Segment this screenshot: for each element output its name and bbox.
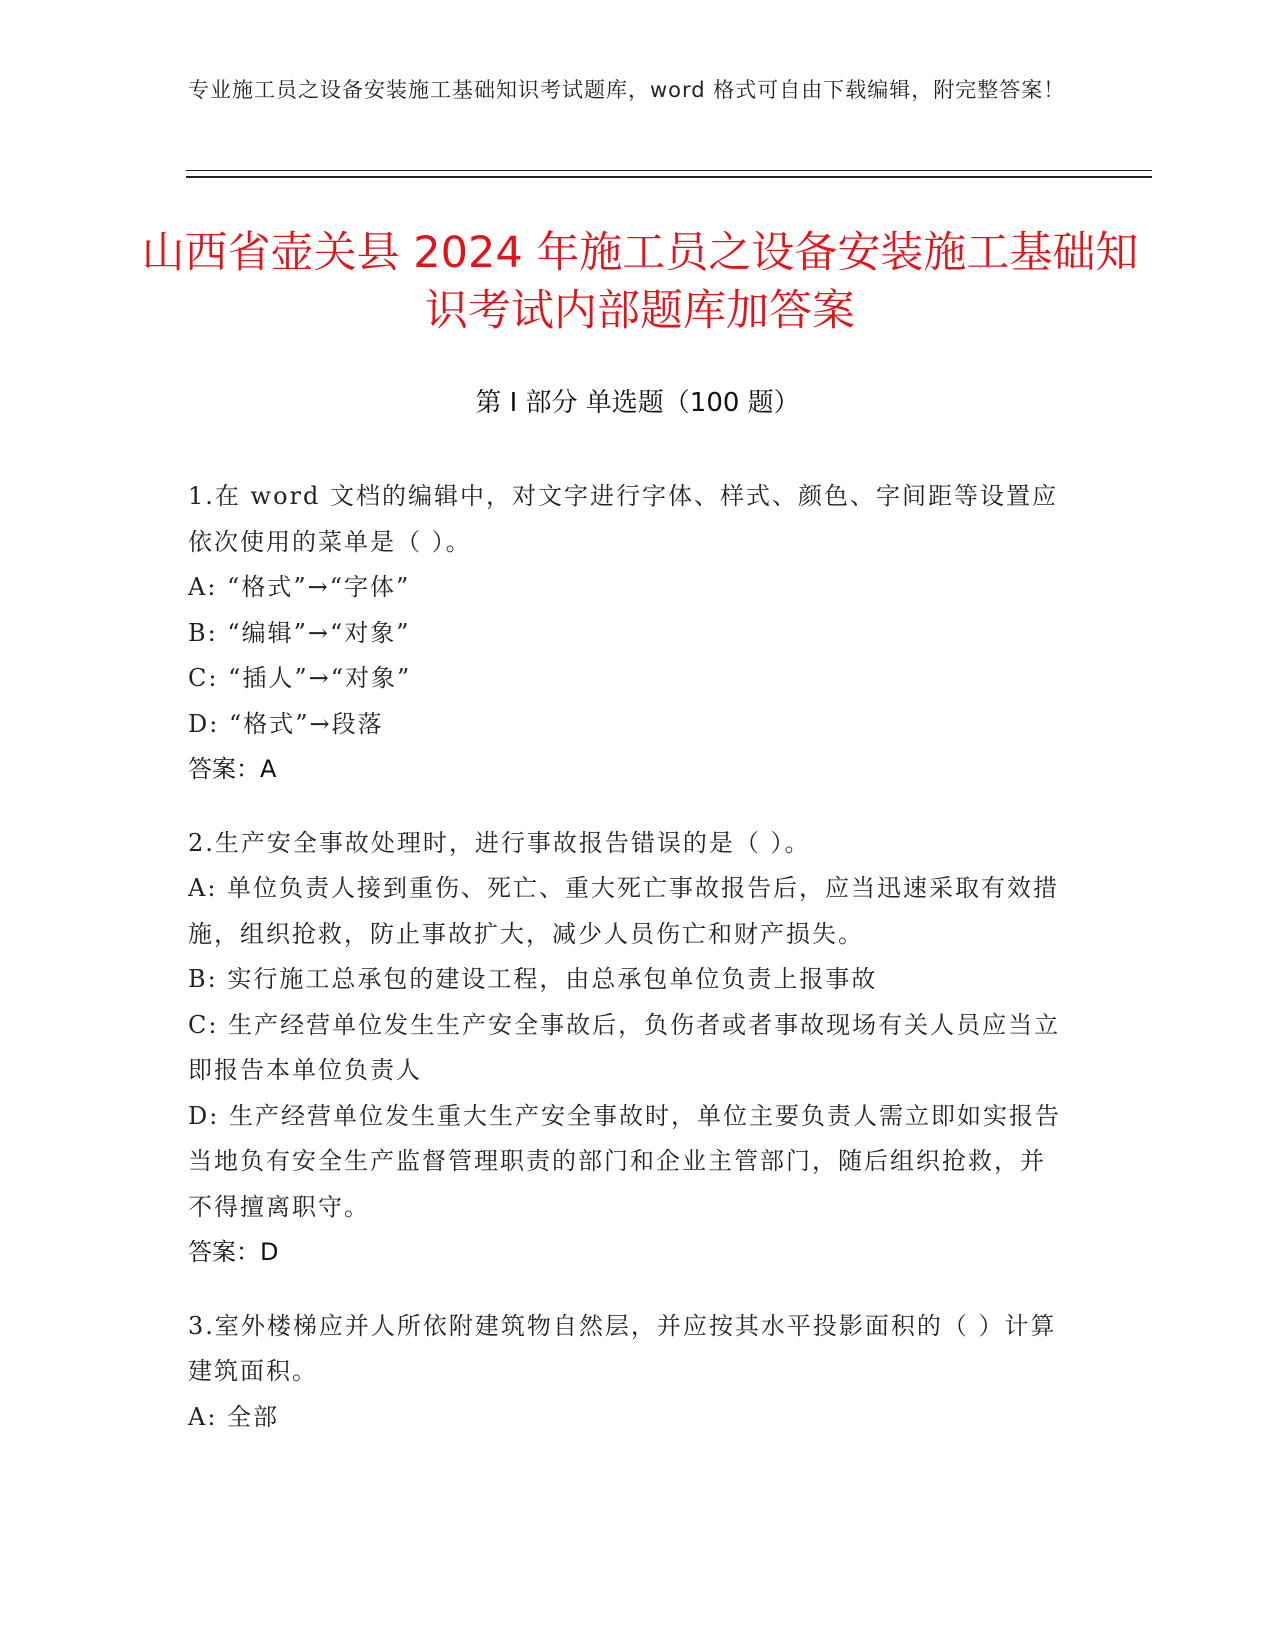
answer-label: 答案：D (188, 1238, 279, 1266)
option-d: D: “格式”→段落 (188, 709, 384, 738)
question-stem: 2.生产安全事故处理时，进行事故报告错误的是（ ）。 (188, 828, 811, 857)
answer-label: 答案：A (188, 755, 277, 783)
option-c: C: “插人”→“对象” (188, 664, 412, 692)
question-1 (188, 474, 1068, 793)
option-a: A: “格式”→“字体” (188, 573, 411, 601)
document-title: 山西省壶关县 2024 年施工员之设备安装施工基础知识考试内部题库加答案 (141, 228, 1139, 336)
option-d: D: 生产经营单位发生重大生产安全事故时，单位主要负责人需立即如实报告当地负有安全生产监督管理职责的部门和企业主管部门，随后组织抢救，并不得擅离职守。 (188, 1101, 1061, 1221)
header-note: 专业施工员之设备安装施工基础知识考试题库，word 格式可自由下载编辑，附完整答案！ (188, 78, 1066, 102)
option-a: A: 单位负责人接到重伤、死亡、重大死亡事故报告后，应当迅速采取有效措施，组织抢救，防止事故扩大，减少人员伤亡和财产损失。 (188, 874, 1060, 948)
question-list (188, 474, 1068, 1468)
option-c: C: 生产经营单位发生生产安全事故后，负伤者或者事故现场有关人员应当立即报告本单位负责人 (188, 1010, 1061, 1084)
question-3 (188, 1304, 1068, 1441)
header-divider-top (186, 170, 1152, 171)
question-stem: 3.室外楼梯应并人所依附建筑物自然层，并应按其水平投影面积的（ ）计算建筑面积。 (188, 1311, 1057, 1385)
question-2 (188, 821, 1068, 1276)
option-b: B: 实行施工总承包的建设工程，由总承包单位负责上报事故 (188, 965, 878, 993)
header-divider-bottom (186, 176, 1152, 178)
question-stem: 1.在 word 文档的编辑中，对文字进行字体、样式、颜色、字间距等设置应依次使用的菜单是（ ）。 (188, 482, 1058, 556)
option-a: A: 全部 (188, 1402, 280, 1431)
option-b: B: “编辑”→“对象” (188, 618, 411, 647)
section-heading: 第 I 部分 单选题（100 题） (475, 388, 800, 418)
